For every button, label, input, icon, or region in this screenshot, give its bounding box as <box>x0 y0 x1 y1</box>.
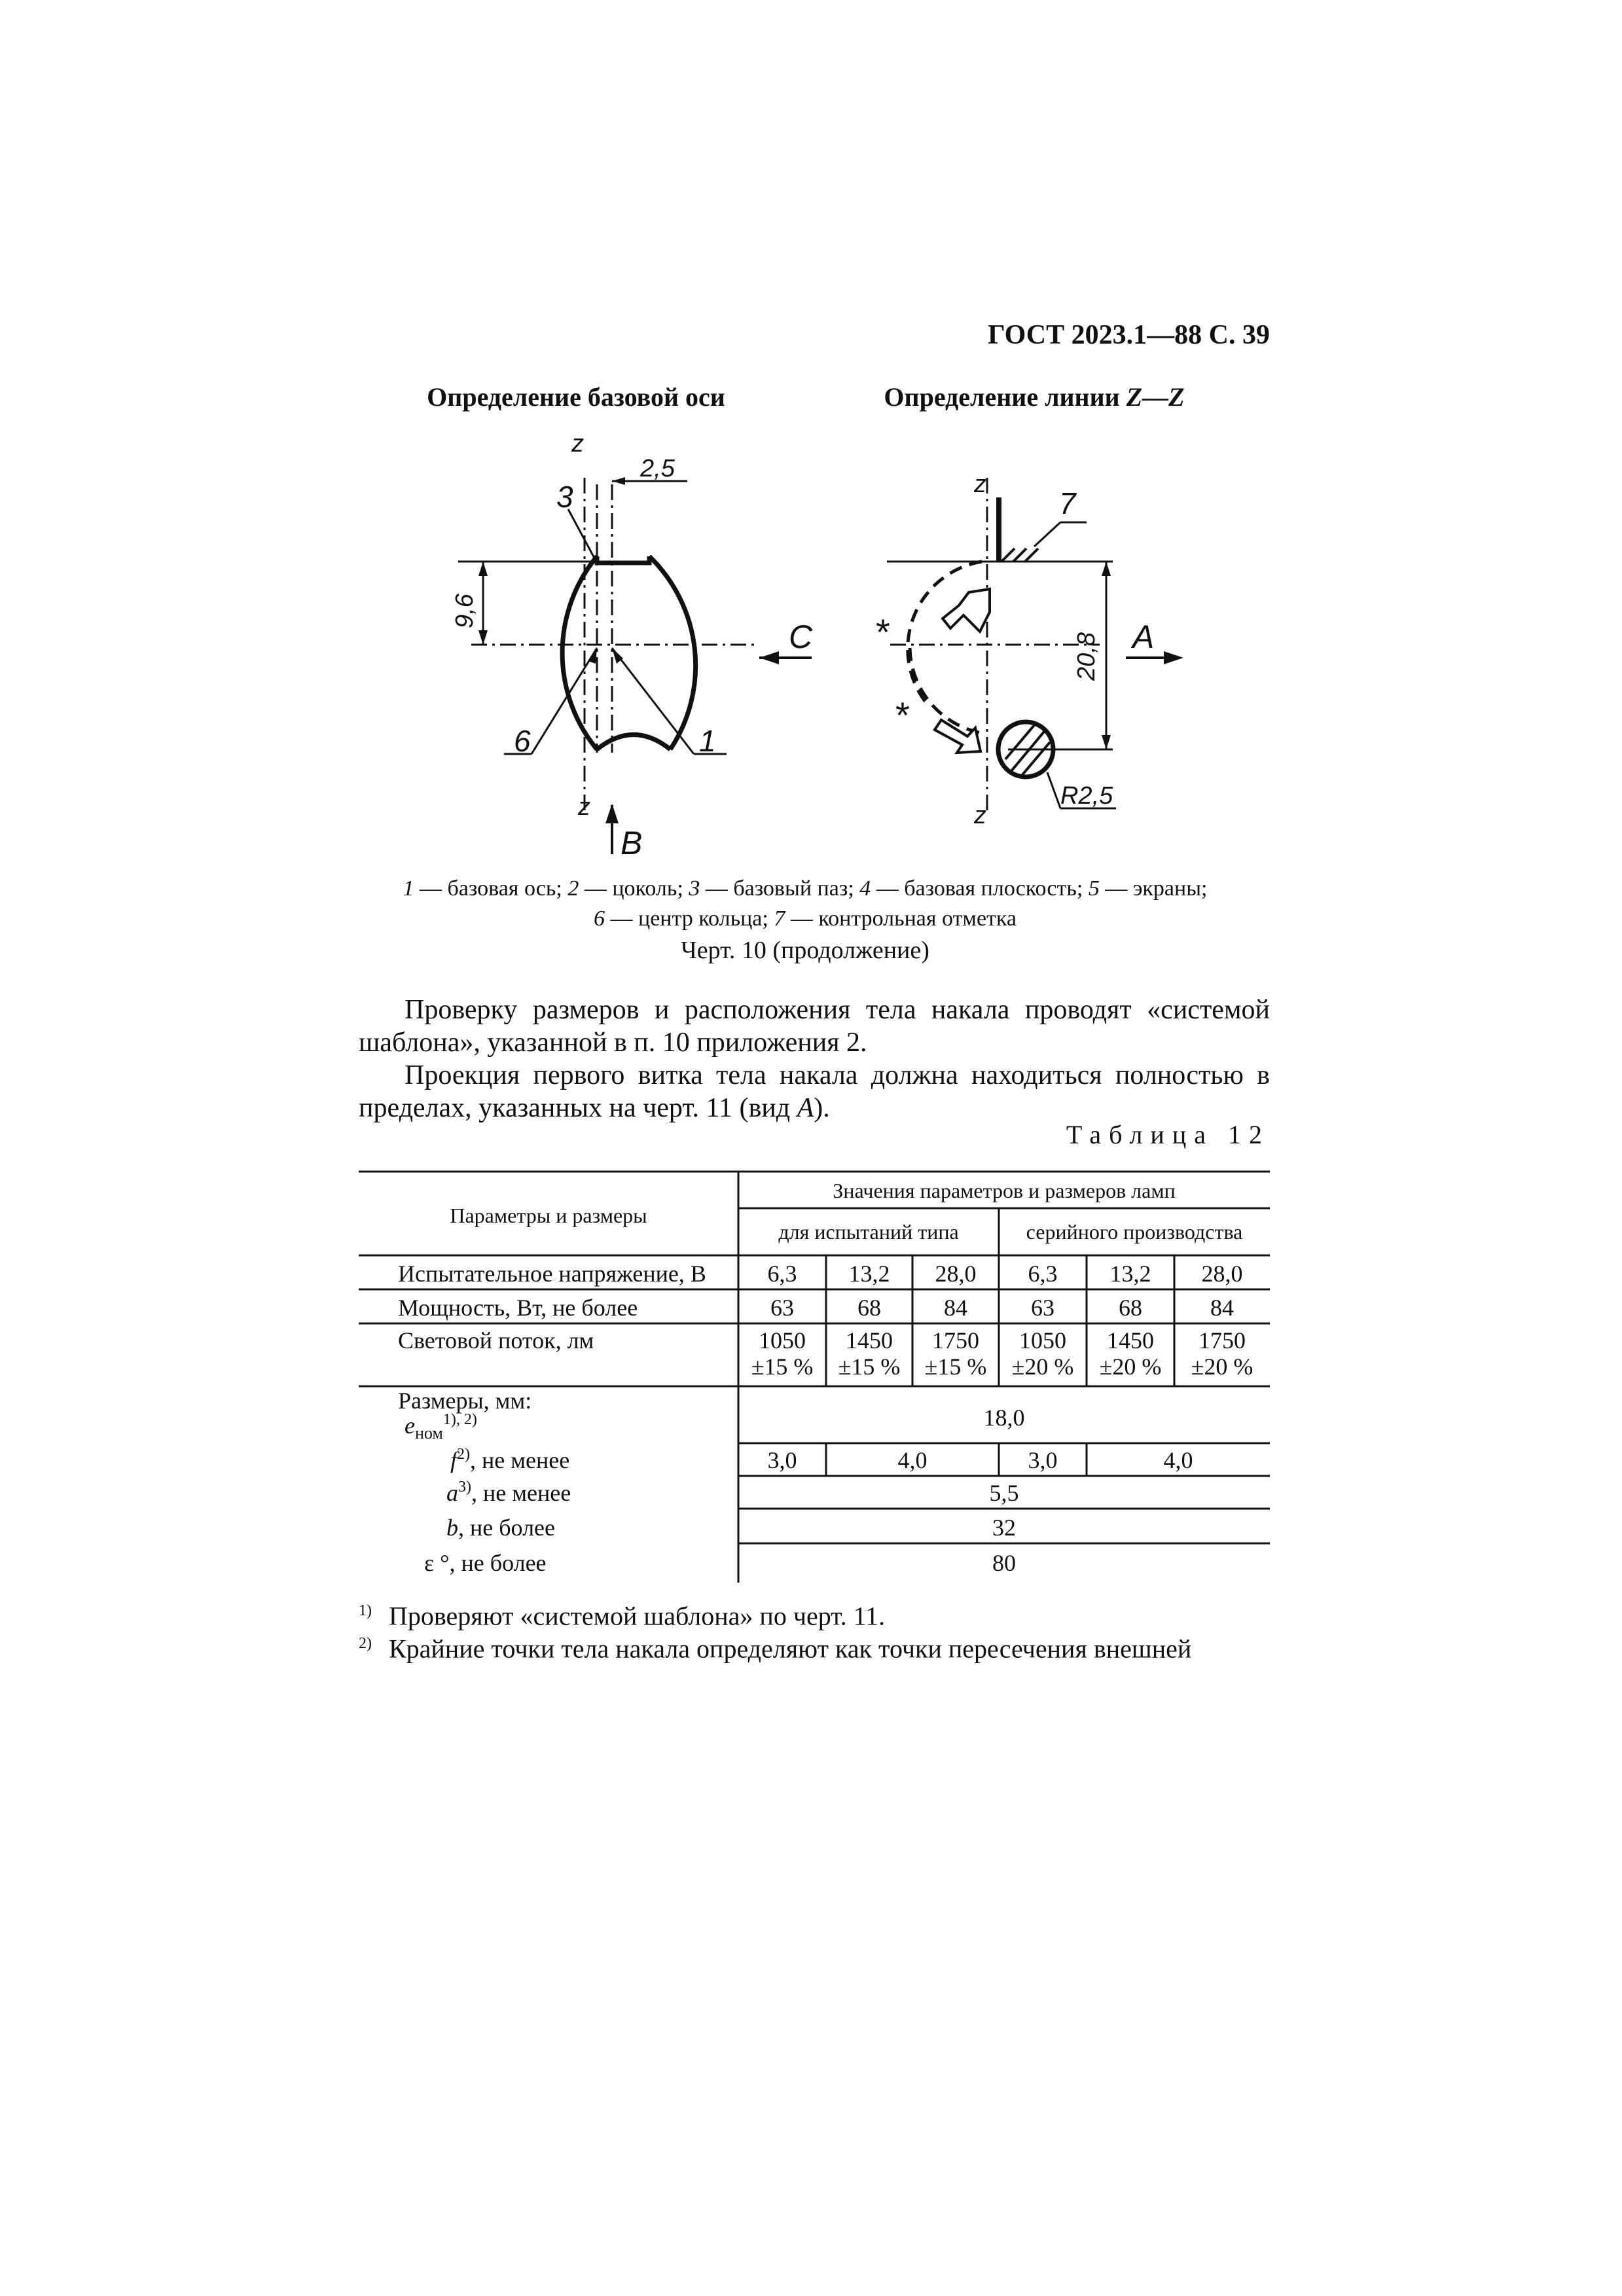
table-cell: 28,0 <box>935 1261 977 1287</box>
legend-text: — цоколь; <box>579 876 689 901</box>
figure-left-title: Определение базовой оси <box>427 382 725 412</box>
f-text: , не менее <box>470 1447 570 1473</box>
table-cell: 32 <box>992 1515 1016 1541</box>
dim-arrow-bottom <box>1102 735 1111 749</box>
table-label: Таблица 12 <box>1066 1120 1270 1149</box>
paragraph-1: Проверку размеров и расположения тела накала проводят «системой шаблона», указанной в п. 10 приложения 2. <box>359 995 1270 1058</box>
table-cell: 4,0 <box>897 1447 928 1473</box>
table-cell: 1750 <box>932 1327 979 1354</box>
figure-caption: Черт. 10 (продолжение) <box>681 937 929 964</box>
header-params: Параметры и размеры <box>450 1204 647 1227</box>
table-cell: 1050 <box>759 1327 806 1354</box>
table-cell: 1450 <box>1107 1327 1154 1354</box>
arrow-b-head <box>605 804 619 823</box>
dim-slot-arrow <box>612 477 625 485</box>
footnote-text: Крайние точки тела накала определяют как точки пересечения внешней <box>389 1634 1192 1664</box>
table-cell: ±20 % <box>1191 1354 1253 1380</box>
table-cell: 6,3 <box>767 1261 797 1287</box>
table-12 <box>359 1170 1275 1589</box>
a-sup: 3) <box>458 1479 471 1496</box>
table-cell: ±20 % <box>1099 1354 1162 1380</box>
table-cell: 6,3 <box>1028 1261 1058 1287</box>
label-z-top: z <box>571 430 584 457</box>
label-7: 7 <box>1059 486 1076 520</box>
table-cell: 68 <box>1119 1295 1142 1321</box>
b-symbol: b <box>446 1515 458 1541</box>
legend-num: 1 <box>403 876 414 901</box>
table-cell: 68 <box>857 1295 881 1321</box>
table-cell: 28,0 <box>1201 1261 1243 1287</box>
label-radius: R2,5 <box>1060 782 1113 810</box>
table-cell: 13,2 <box>848 1261 890 1287</box>
e-nom-symbol: e <box>405 1412 415 1439</box>
leader-7 <box>1034 522 1060 547</box>
row-label: Испытательное напряжение, В <box>398 1261 706 1287</box>
f-label <box>450 1446 569 1473</box>
legend-num: 6 <box>594 906 605 931</box>
legend-num: 2 <box>568 876 579 901</box>
figure-right-title-italic: Z—Z <box>1126 382 1185 412</box>
leader-radius <box>1047 772 1060 808</box>
control-mark-hatch <box>1001 548 1038 562</box>
table-cell: 63 <box>770 1295 794 1321</box>
bottom-dip <box>597 735 670 750</box>
a-label <box>446 1479 571 1506</box>
legend-line-2 <box>314 904 1296 934</box>
paragraph-2 <box>359 1059 1270 1124</box>
table-cell: ±15 % <box>838 1354 901 1380</box>
label-3: 3 <box>556 480 573 514</box>
figure-right-drawing <box>851 419 1217 864</box>
table-cell: 80 <box>992 1550 1016 1576</box>
legend-num: 3 <box>689 876 700 901</box>
legend-text: — базовая ось; <box>414 876 568 901</box>
table-cell: ±20 % <box>1011 1354 1074 1380</box>
dashed-arc-outer <box>908 562 982 707</box>
label-star-lower: * <box>895 694 910 736</box>
table-cell: 1050 <box>1019 1327 1066 1354</box>
table-cell: 1750 <box>1198 1327 1246 1354</box>
e-nom-label <box>405 1411 477 1443</box>
table-cell: 3,0 <box>767 1447 797 1473</box>
f-sup: 2) <box>457 1446 471 1463</box>
a-text: , не менее <box>471 1480 571 1506</box>
table-cell: ±15 % <box>751 1354 814 1380</box>
footnote-text: Проверяют «системой шаблона» по черт. 11. <box>389 1601 886 1631</box>
legend-text: — центр кольца; <box>605 906 774 931</box>
label-z-bottom: z <box>974 802 986 829</box>
label-1: 1 <box>699 724 716 758</box>
label-z-bottom: z <box>578 793 590 821</box>
legend-text: — базовая плоскость; <box>871 876 1089 901</box>
label-c: C <box>789 619 813 655</box>
eps-text: , не более <box>449 1550 547 1576</box>
label-6: 6 <box>514 724 531 758</box>
table-cell: 1450 <box>846 1327 893 1354</box>
label-dim-height: 20,8 <box>1073 632 1100 681</box>
f-symbol: f <box>450 1447 458 1473</box>
table-cell: ±15 % <box>924 1354 987 1380</box>
leader-3 <box>568 509 597 563</box>
header-type: для испытаний типа <box>778 1220 959 1244</box>
header-values: Значения параметров и размеров ламп <box>833 1179 1176 1202</box>
arrow-a-head <box>1164 651 1183 664</box>
eps-label <box>424 1550 547 1576</box>
eps-symbol: ε ° <box>424 1550 450 1576</box>
table-cell: 4,0 <box>1163 1447 1193 1473</box>
footnote-2 <box>359 1628 1270 1664</box>
label-a: A <box>1132 619 1155 655</box>
legend-num: 5 <box>1088 876 1100 901</box>
legend-num: 4 <box>859 876 871 901</box>
table-cell: 84 <box>944 1295 967 1321</box>
table-cell: 13,2 <box>1109 1261 1151 1287</box>
footnote-1 <box>359 1595 1270 1632</box>
paragraph-2-italic: A <box>797 1093 814 1123</box>
arrow-c-head <box>759 651 779 664</box>
e-nom-sup: 1), 2) <box>442 1411 477 1428</box>
paragraph-2-tail: ). <box>814 1093 830 1123</box>
legend-num: 7 <box>774 906 785 931</box>
figure-right-title <box>851 382 1217 412</box>
label-dim-slot: 2,5 <box>640 455 675 482</box>
label-b: B <box>621 825 643 861</box>
legend-line-1 <box>314 874 1296 904</box>
row-label: Световой поток, лм <box>398 1327 594 1354</box>
figure-legend <box>314 874 1296 934</box>
e-nom-sub: ном <box>414 1424 443 1443</box>
dashed-arc-inner <box>910 648 982 733</box>
ring-right-outline <box>649 556 696 749</box>
b-label <box>446 1515 555 1541</box>
label-z-top: z <box>974 471 986 498</box>
figure-right-title-prefix: Определение линии <box>884 382 1126 412</box>
paragraph-2-text: Проекция первого витка тела накала должна находиться полностью в пределах, указанных на черт. 11 (вид <box>359 1060 1270 1123</box>
footnote-mark: 2) <box>359 1635 372 1652</box>
legend-text: — базовый паз; <box>700 876 860 901</box>
sizes-label: Размеры, мм: <box>398 1388 532 1414</box>
row-label: Мощность, Вт, не более <box>398 1295 638 1321</box>
header-serial: серийного производства <box>1026 1220 1243 1244</box>
legend-text: — контрольная отметка <box>785 906 1017 931</box>
page-header: ГОСТ 2023.1—88 С. 39 <box>987 320 1270 350</box>
figure-left-drawing <box>406 419 851 864</box>
label-dim-height: 9,6 <box>451 594 478 628</box>
dim-arrow-top <box>478 562 488 576</box>
legend-text: — экраны; <box>1099 876 1208 901</box>
dim-arrow-top <box>1102 562 1111 576</box>
b-text: , не более <box>458 1515 556 1541</box>
table-cell: 5,5 <box>989 1480 1019 1506</box>
table-cell: 3,0 <box>1028 1447 1058 1473</box>
e-nom-value: 18,0 <box>983 1405 1025 1431</box>
label-star-upper: * <box>876 611 890 653</box>
table-cell: 84 <box>1210 1295 1234 1321</box>
ring-outline <box>562 556 597 749</box>
hollow-arrow-upper <box>943 589 990 632</box>
table-cell: 63 <box>1031 1295 1054 1321</box>
dim-arrow-bottom <box>478 630 488 645</box>
leader-6-arrow <box>588 648 597 664</box>
footnote-mark: 1) <box>359 1602 372 1619</box>
a-symbol: a <box>446 1480 458 1506</box>
